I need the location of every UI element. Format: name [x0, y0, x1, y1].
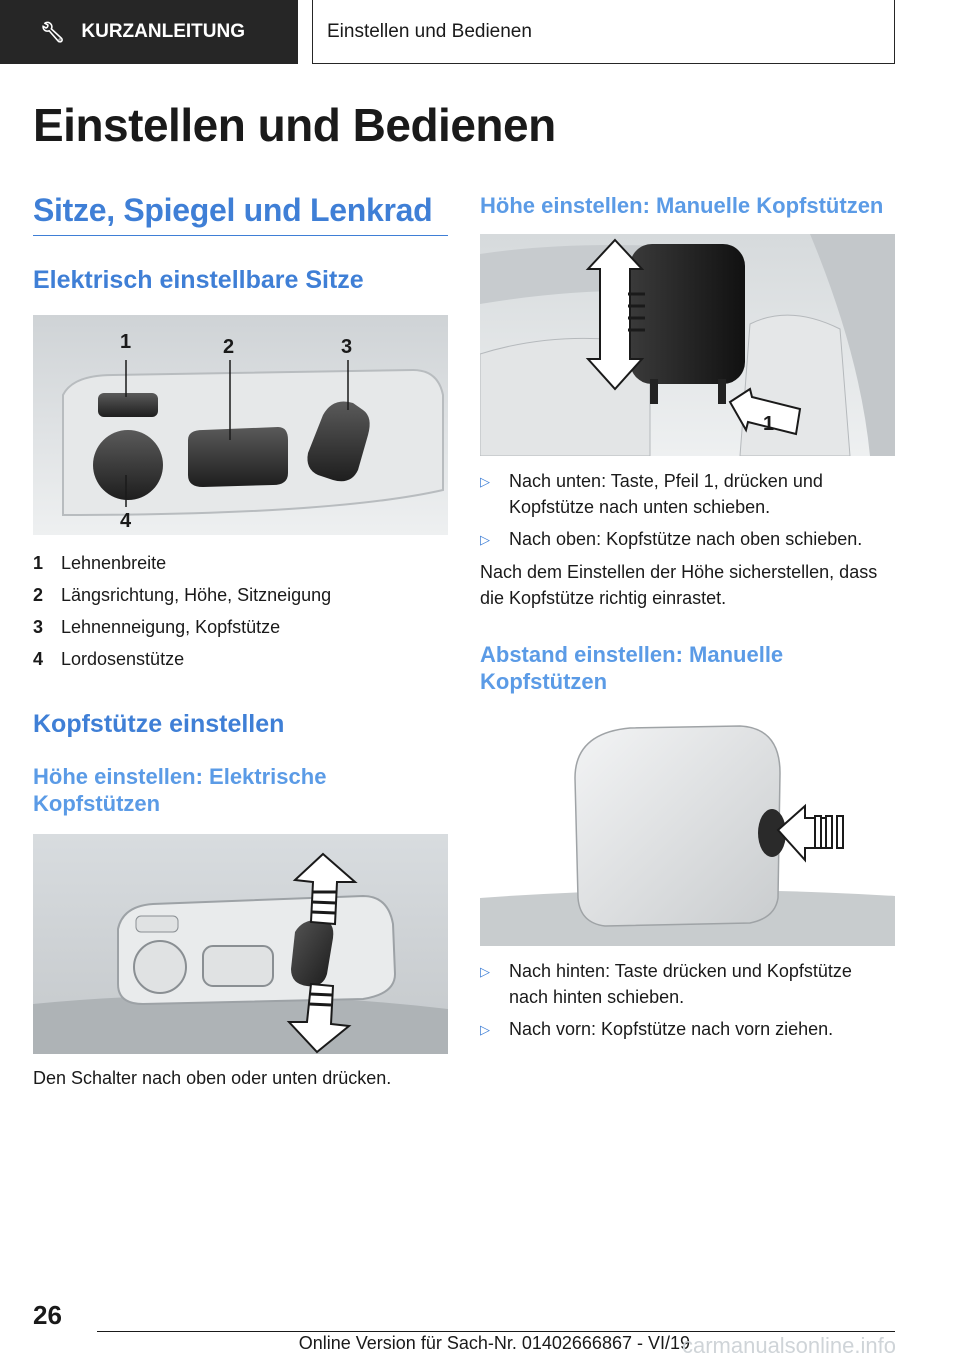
item-number: 1 [33, 553, 44, 574]
headrest-title: Kopfstütze einstellen [33, 709, 285, 738]
list-item [480, 958, 895, 1010]
manual-headrest-height-image [480, 234, 895, 456]
item-number: 2 [33, 585, 44, 606]
section-tab[interactable] [0, 0, 298, 64]
item-text: Lordosenstütze [61, 649, 185, 670]
triangle-bullet-icon: ▷ [480, 473, 490, 489]
electric-headrest-title: Höhe einstellen: Elektrische Kopfstützen [33, 763, 327, 816]
left-column [33, 192, 448, 1091]
item-number: 3 [33, 617, 44, 638]
watermark: carmanualsonline.info [681, 1333, 896, 1358]
right-column [480, 192, 895, 1049]
seat-slide-button [188, 427, 288, 487]
item-text: Nach hinten: Taste drücken und Kopfstütze nach hinten schieben. [509, 960, 852, 1007]
manual-distance-title: Abstand einstellen: Manuelle Kopfstützen [480, 641, 784, 694]
wrench-icon: 🔧︎ [40, 21, 66, 44]
item-text: Nach vorn: Kopfstütze nach vorn ziehen. [509, 1018, 834, 1039]
item-number: 4 [33, 649, 44, 670]
chapter-header [312, 0, 895, 64]
item-text: Lehnenneigung, Kopfstütze [61, 617, 281, 638]
slide-button [203, 946, 273, 986]
height-steps [480, 468, 895, 553]
electric-instruction: Den Schalter nach oben oder unten drücken. [33, 1067, 392, 1088]
online-version: Online Version für Sach-Nr. 01402666867 - VI/19 [298, 1333, 690, 1353]
arrow-label-1: 1 [763, 412, 775, 435]
list-item [33, 580, 448, 612]
item-text: Lehnenbreite [61, 553, 167, 574]
page-title: Einstellen und Bedienen [33, 99, 556, 151]
lumbar-knob [93, 430, 163, 500]
distance-steps [480, 958, 895, 1043]
list-item [480, 1016, 895, 1043]
seat-label-4: 4 [120, 509, 132, 532]
list-item [480, 526, 895, 553]
triangle-bullet-icon: ▷ [480, 1021, 490, 1037]
triangle-bullet-icon: ▷ [480, 531, 490, 547]
item-text: Längsrichtung, Höhe, Sitzneigung [61, 585, 332, 606]
section-tab-label: KURZANLEITUNG [81, 21, 245, 42]
triangle-bullet-icon: ▷ [480, 963, 490, 979]
list-item [33, 644, 448, 676]
seat-controls-image [33, 315, 448, 535]
manual-headrest-distance-image [480, 718, 895, 946]
section-title: Sitze, Spiegel und Lenkrad [33, 192, 448, 236]
seat-label-2: 2 [223, 335, 235, 358]
page-number: 26 [33, 1300, 62, 1330]
backrest-width-button [98, 393, 158, 417]
lumbar-knob [134, 941, 186, 993]
width-button [136, 916, 178, 932]
chapter-label: Einstellen und Bedienen [327, 20, 532, 42]
manual-height-title: Höhe einstellen: Manuelle Kopfstützen [480, 193, 884, 218]
seat-function-list [33, 548, 448, 676]
height-note: Nach dem Einstellen der Höhe sicherstellen, dass die Kopfstütze richtig einrastet. [480, 561, 878, 608]
seat-label-1: 1 [120, 330, 132, 353]
item-text: Nach unten: Taste, Pfeil 1, drücken und Kopfstütze nach unten schieben. [509, 470, 823, 517]
list-item [33, 612, 448, 644]
item-text: Nach oben: Kopfstütze nach oben schieben. [509, 528, 863, 549]
headrest [630, 244, 745, 384]
footer-divider [97, 1331, 895, 1332]
list-item [480, 468, 895, 520]
headrest [575, 726, 780, 926]
seats-title: Elektrisch einstellbare Sitze [33, 266, 364, 294]
electric-headrest-image [33, 834, 448, 1054]
list-item [33, 548, 448, 580]
seat-label-3: 3 [341, 335, 353, 358]
